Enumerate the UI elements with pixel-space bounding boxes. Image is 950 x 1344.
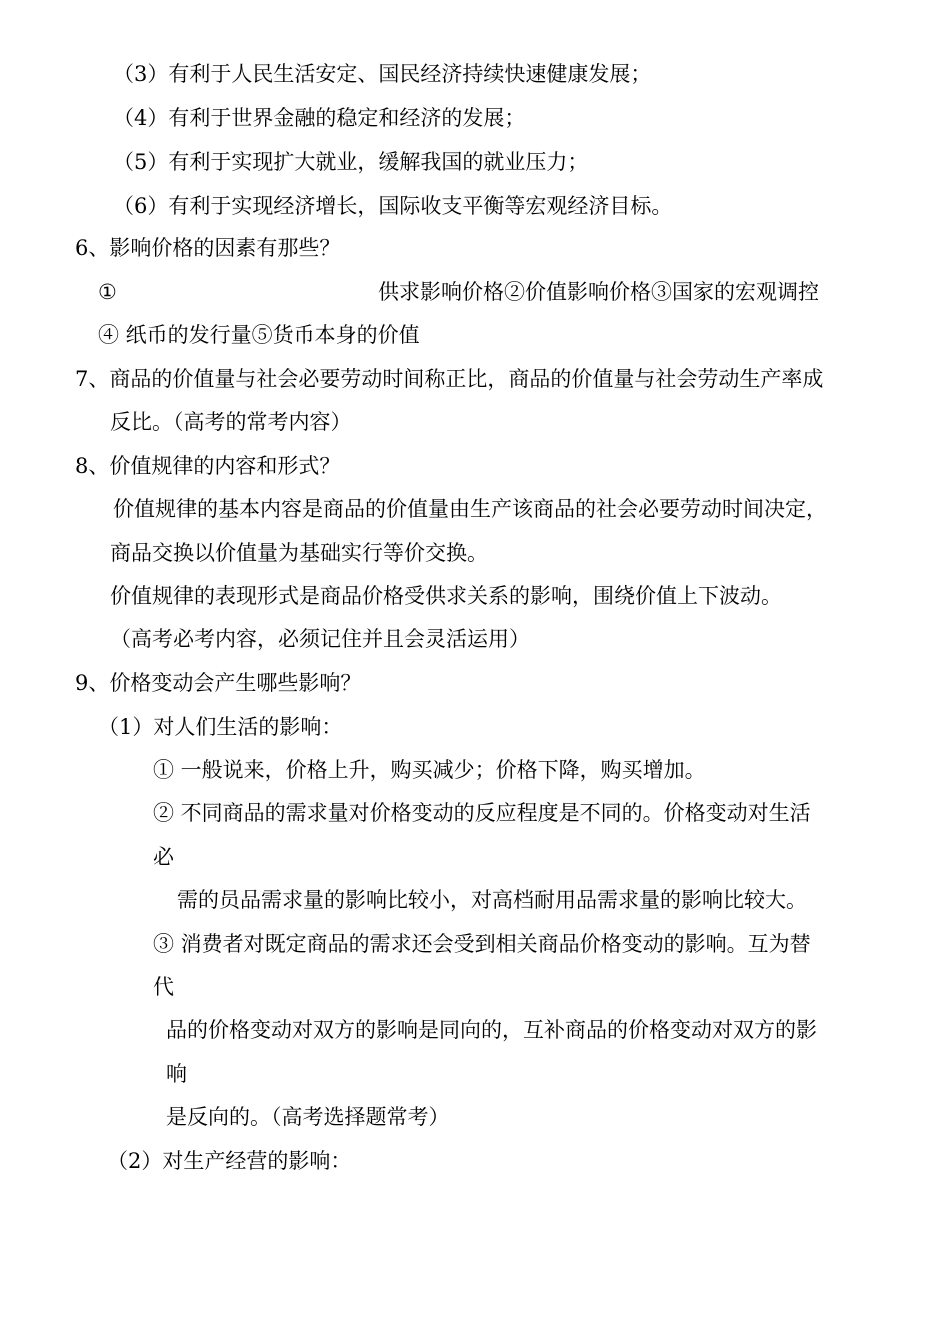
point-3-line-4: 响 <box>166 1062 187 1086</box>
point-3-line-5: 是反向的。（高考选择题常考） <box>166 1105 450 1129</box>
question-7-line-1: 7、商品的价值量与社会必要劳动时间称正比，商品的价值量与社会劳动生产率成 <box>75 367 824 391</box>
question-7-line-2: 反比。（高考的常考内容） <box>110 410 352 434</box>
point-2-line-1: ② 不同商品的需求量对价格变动的反应程度是不同的。价格变动对生活 <box>153 801 811 825</box>
question-9-part-2: （2）对生产经营的影响： <box>107 1149 352 1173</box>
point-2-line-3: 需的员品需求量的影响比较小，对高档耐用品需求量的影响比较大。 <box>177 888 807 912</box>
question-9-part-1: （1）对人们生活的影响： <box>98 715 343 739</box>
question-9: 9、价格变动会产生哪些影响？ <box>75 671 362 695</box>
answer-6-line-1: 供求影响价格②价值影响价格③国家的宏观调控 <box>378 280 819 304</box>
list-item-6: （6）有利于实现经济增长，国际收支平衡等宏观经济目标。 <box>113 194 673 218</box>
point-2-line-2: 必 <box>153 845 174 869</box>
answer-6-line-2: ④ 纸币的发行量⑤货币本身的价值 <box>98 323 420 347</box>
question-6: 6、影响价格的因素有那些？ <box>75 236 341 260</box>
question-8: 8、价值规律的内容和形式？ <box>75 454 341 478</box>
answer-8-line-2: 商品交换以价值量为基础实行等价交换。 <box>110 541 488 565</box>
list-item-5: （5）有利于实现扩大就业，缓解我国的就业压力； <box>113 150 589 174</box>
answer-8-line-3: 价值规律的表现形式是商品价格受供求关系的影响，围绕价值上下波动。 <box>110 584 782 608</box>
answer-8-line-1: 价值规律的基本内容是商品的价值量由生产该商品的社会必要劳动时间决定， <box>113 497 827 521</box>
point-1: ① 一般说来，价格上升，购买减少；价格下降，购买增加。 <box>153 758 706 782</box>
answer-8-note: （高考必考内容，必须记住并且会灵活运用） <box>110 627 530 651</box>
point-3-line-2: 代 <box>153 975 174 999</box>
answer-6-marker: ① <box>98 280 117 304</box>
point-3-line-1: ③ 消费者对既定商品的需求还会受到相关商品价格变动的影响。互为替 <box>153 932 811 956</box>
list-item-4: （4）有利于世界金融的稳定和经济的发展； <box>113 106 526 130</box>
list-item-3: （3）有利于人民生活安定、国民经济持续快速健康发展； <box>113 62 652 86</box>
point-3-line-3: 品的价格变动对双方的影响是同向的，互补商品的价格变动对双方的影 <box>166 1018 817 1042</box>
